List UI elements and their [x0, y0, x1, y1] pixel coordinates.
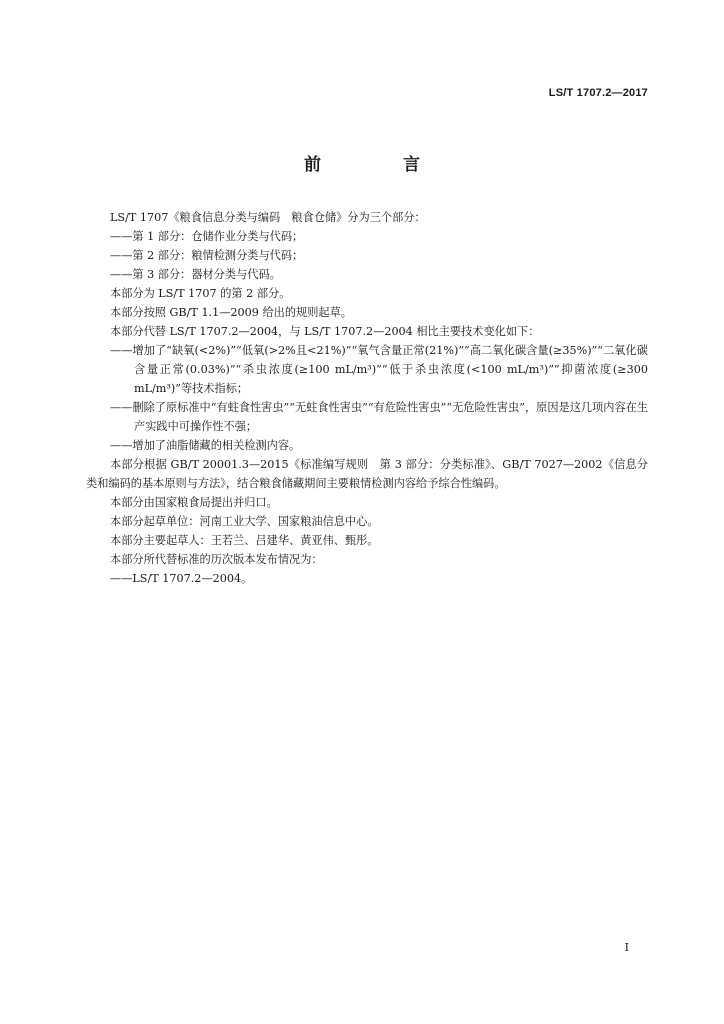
paragraph: 本部分根据 GB/T 20001.3—2015《标准编写规则 第 3 部分：分类标准》、GB/T 7027—2002《信息分类和编码的基本原则与方法》，结合粮食储藏期间主要粮情检测内容给予综合性编码。 — [86, 458, 648, 490]
standard-code: LS/T 1707.2—2017 — [548, 87, 648, 99]
document-body — [86, 208, 648, 588]
page-number: I — [624, 941, 629, 954]
list-item: ——第 1 部分：仓储作业分类与代码； — [110, 230, 304, 243]
list-item: ——删除了原标准中“有蛀食性害虫”“无蛀食性害虫”“有危险性害虫”“无危险性害虫”，原因是这几项内容在生产实践中可操作性不强； — [110, 401, 649, 433]
list-item: ——第 3 部分：器材分类与代码。 — [110, 268, 281, 281]
list-item: ——增加了“缺氧(<2%)”“低氧(>2%且<21%)”“氧气含量正常(21%)”“高二氧化碳含量(≥35%)”“二氧化碳含量正常(0.03%)”“杀虫浓度(≥100 mL/m³)”“低于杀虫浓度(<100 mL/m³)”“抑菌浓度(≥300 mL/m³)”等技术指标； — [110, 344, 648, 395]
list-item: ——第 2 部分：粮情检测分类与代码； — [110, 249, 304, 262]
page-title: 前 言 — [304, 155, 458, 175]
paragraph: 本部分由国家粮食局提出并归口。 — [110, 496, 278, 509]
intro-paragraph: LS/T 1707《粮食信息分类与编码 粮食仓储》分为三个部分： — [110, 211, 426, 224]
paragraph: 本部分按照 GB/T 1.1—2009 给出的规则起草。 — [110, 306, 352, 319]
paragraph: 本部分所代替标准的历次版本发布情况为： — [110, 553, 323, 566]
paragraph: 本部分起草单位：河南工业大学、国家粮油信息中心。 — [110, 515, 379, 528]
list-item: ——LS/T 1707.2—2004。 — [110, 572, 253, 585]
paragraph: 本部分为 LS/T 1707 的第 2 部分。 — [110, 287, 291, 300]
paragraph: 本部分代替 LS/T 1707.2—2004，与 LS/T 1707.2—2004 相比主要技术变化如下： — [110, 325, 540, 338]
list-item: ——增加了油脂储藏的相关检测内容。 — [110, 439, 301, 452]
paragraph: 本部分主要起草人：王若兰、吕建华、黄亚伟、甄彤。 — [110, 534, 379, 547]
